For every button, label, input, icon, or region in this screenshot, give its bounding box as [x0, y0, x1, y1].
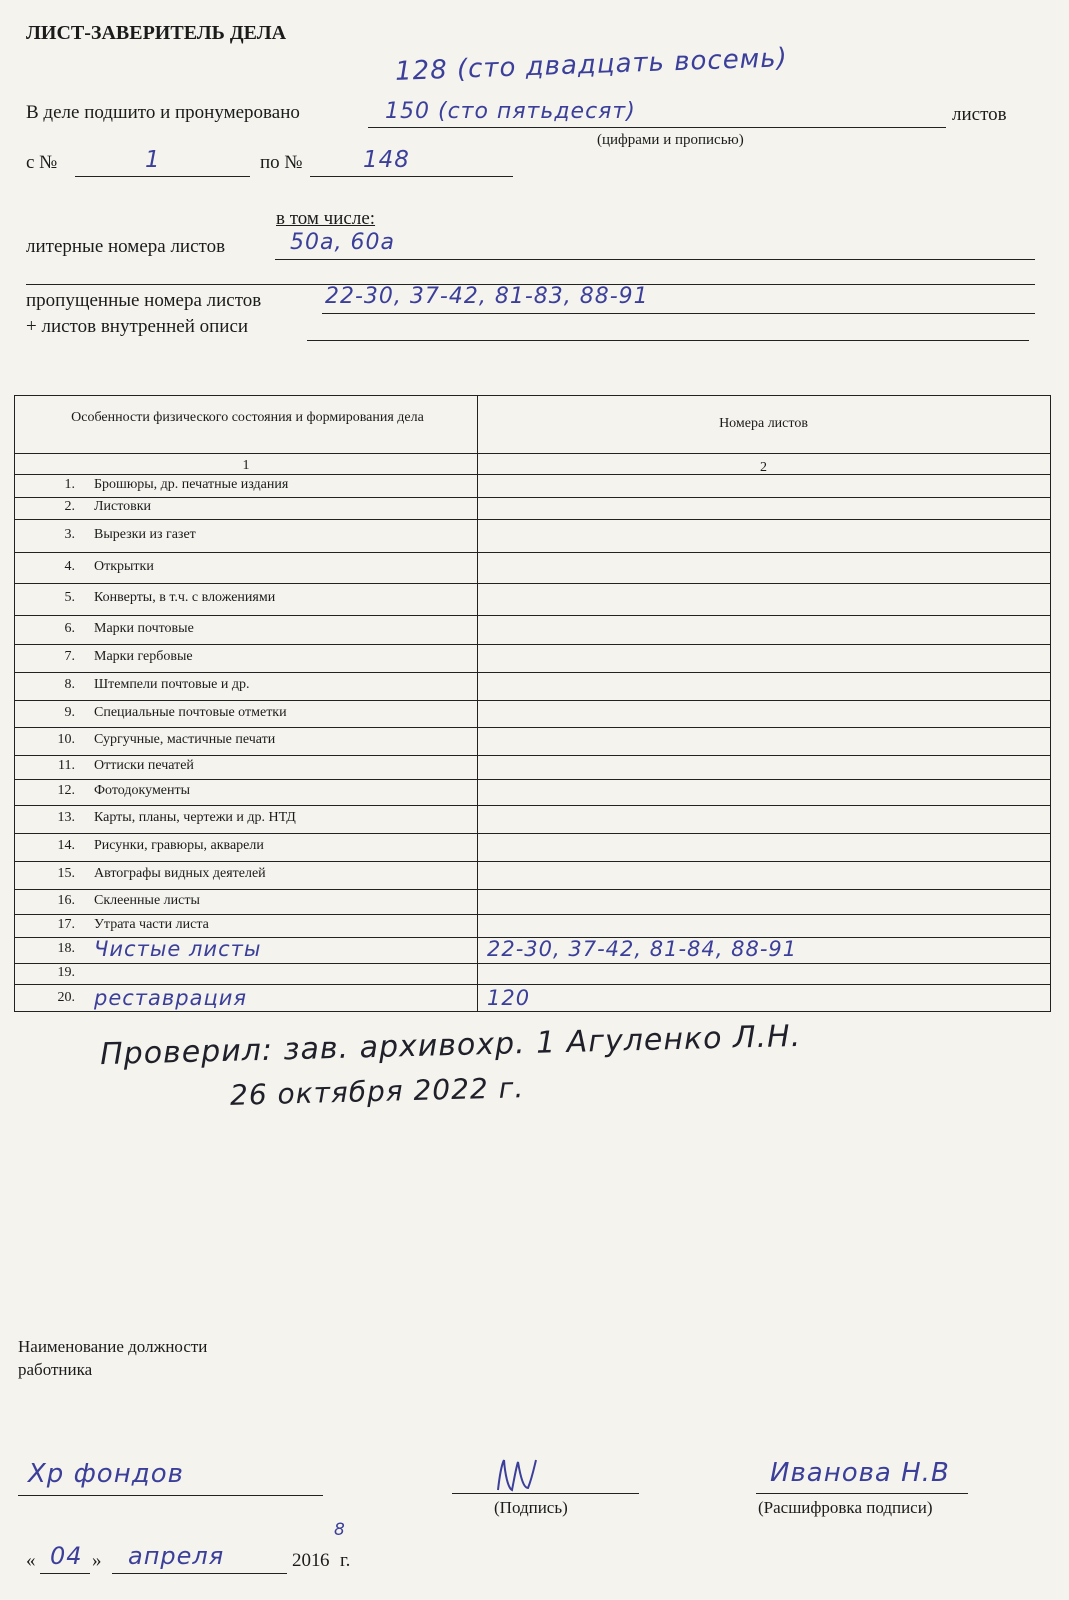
- sheets-word: листов: [952, 104, 1007, 125]
- table-row-value: 22-30, 37-42, 81-84, 88-91: [487, 937, 798, 961]
- table-row-number: 4.: [64, 558, 75, 574]
- table-row-label: Рисунки, гравюры, акварели: [94, 838, 264, 853]
- table-row-label: Открытки: [94, 558, 154, 574]
- table-row-label: Карты, планы, чертежи и др. НТД: [94, 810, 296, 825]
- signature-underline: [452, 1493, 639, 1494]
- table-row-number: 1.: [64, 476, 75, 492]
- position-underline: [18, 1495, 323, 1496]
- signature-decoding-underline: [756, 1493, 968, 1494]
- table-row-number: 13.: [57, 810, 75, 825]
- date-day: 04: [50, 1542, 83, 1570]
- table-row-label: Листовки: [94, 499, 152, 514]
- table-row-divider: [15, 963, 1050, 964]
- table-row-number: 2.: [64, 499, 75, 514]
- document-title: ЛИСТ-ЗАВЕРИТЕЛЬ ДЕЛА: [26, 22, 287, 44]
- date-month: апреля: [128, 1542, 225, 1570]
- signature-mark: [490, 1452, 550, 1497]
- missing-numbers-underline: [322, 313, 1035, 314]
- table-row-label: Сургучные, мастичные печати: [94, 732, 276, 747]
- table-row-value: 120: [487, 985, 531, 1010]
- table-row-label: Штемпели почтовые и др.: [94, 677, 250, 692]
- verification-note-line1: Проверил: зав. архивохр. 1 Агуленко Л.Н.: [99, 1018, 802, 1073]
- table-row-label: Брошюры, др. печатные издания: [94, 476, 289, 492]
- from-number-label: с №: [26, 152, 58, 173]
- position-title-label-line1: Наименование должности: [18, 1337, 208, 1356]
- verification-note-line2: 26 октября 2022 г.: [229, 1071, 525, 1112]
- date-month-underline: [112, 1573, 287, 1574]
- internal-inventory-underline: [307, 340, 1029, 341]
- table-col2-index: 2: [760, 460, 767, 475]
- date-year-suffix: г.: [340, 1550, 351, 1571]
- litera-numbers-label: литерные номера листов: [26, 236, 226, 257]
- to-number-value: 148: [363, 147, 410, 173]
- missing-numbers-value: 22-30, 37-42, 81-83, 88-91: [325, 284, 649, 309]
- table-row-number: 15.: [57, 866, 75, 881]
- date-year-prefix: 201: [292, 1550, 321, 1571]
- digits-and-words-hint: (цифрами и прописью): [597, 132, 744, 148]
- to-number-label: по №: [260, 152, 303, 173]
- table-row-number: 12.: [57, 783, 75, 798]
- table-row-divider: [15, 805, 1050, 806]
- table-column-divider: [477, 396, 478, 1011]
- table-row-label: реставрация: [94, 985, 248, 1010]
- table-row-divider: [15, 861, 1050, 862]
- internal-inventory-label: + листов внутренней описи: [26, 316, 249, 337]
- table-row-number: 5.: [64, 590, 75, 605]
- table-row-label: Склеенные листы: [94, 892, 200, 908]
- table-row-divider: [15, 497, 1050, 498]
- table-row-label: Марки почтовые: [94, 620, 194, 636]
- table-col1-header: Особенности физического состояния и формирования дела: [71, 410, 424, 425]
- signature-decoding-value: Иванова Н.В: [770, 1458, 950, 1488]
- table-row-label: Чистые листы: [94, 937, 262, 961]
- table-row-number: 3.: [64, 526, 75, 542]
- signature-decoding-caption: (Расшифровка подписи): [758, 1498, 933, 1517]
- table-col2-header: Номера листов: [719, 416, 808, 431]
- physical-condition-table: [14, 395, 1051, 1012]
- table-row-label: Утрата части листа: [94, 916, 209, 932]
- table-row-number: 11.: [58, 758, 75, 773]
- table-row-divider: [15, 914, 1050, 915]
- position-title-label-line2: работника: [18, 1360, 93, 1379]
- to-number-underline: [310, 176, 513, 177]
- table-row-divider: [15, 552, 1050, 553]
- table-col1-index: 1: [242, 458, 250, 473]
- table-row-number: 10.: [57, 732, 75, 747]
- stitched-count-label: В деле подшито и пронумеровано: [26, 102, 300, 123]
- table-row-number: 17.: [57, 916, 75, 932]
- table-row-number: 20.: [57, 989, 75, 1005]
- from-number-underline: [75, 176, 250, 177]
- date-open-quote: «: [26, 1550, 36, 1571]
- table-row-divider: [15, 700, 1050, 701]
- table-row-divider: [15, 519, 1050, 520]
- table-row-number: 7.: [64, 649, 75, 664]
- table-row-label: Автографы видных деятелей: [94, 866, 266, 881]
- including-label: в том числе:: [276, 208, 376, 229]
- table-row-number: 16.: [57, 892, 75, 908]
- table-row-number: 18.: [57, 941, 75, 956]
- from-number-value: 1: [145, 147, 161, 173]
- table-row-label: Марки гербовые: [94, 649, 193, 664]
- litera-numbers-underline: [275, 259, 1035, 260]
- table-row-number: 8.: [64, 677, 75, 692]
- date-close-quote: »: [92, 1550, 102, 1571]
- table-row-divider: [15, 779, 1050, 780]
- table-row-label: Фотодокументы: [94, 783, 191, 798]
- litera-numbers-value: 50а, 60а: [290, 230, 395, 255]
- table-row-number: 19.: [57, 964, 75, 980]
- date-day-underline: [40, 1573, 90, 1574]
- table-row-number: 9.: [64, 704, 75, 720]
- table-row-label: Оттиски печатей: [94, 758, 194, 773]
- table-row-divider: [15, 833, 1050, 834]
- handwritten-count-original: 150 (сто пятьдесят): [385, 99, 636, 124]
- table-row-number: 14.: [57, 838, 75, 853]
- stitched-count-underline: [368, 127, 946, 128]
- position-value: Хр фондов: [28, 1459, 184, 1489]
- handwritten-count-corrected: 128 (сто двадцать восемь): [394, 43, 789, 87]
- table-row-divider: [15, 615, 1050, 616]
- table-row-divider: [15, 889, 1050, 890]
- date-year-hand-digit: 8: [334, 1520, 346, 1540]
- table-row-number: 6.: [64, 620, 75, 636]
- table-row-divider: [15, 755, 1050, 756]
- table-row-divider: [15, 727, 1050, 728]
- table-row-label: Вырезки из газет: [94, 526, 196, 542]
- table-row-divider: [15, 672, 1050, 673]
- table-row-label: Конверты, в т.ч. с вложениями: [94, 590, 276, 605]
- table-row-divider: [15, 644, 1050, 645]
- table-row-label: Специальные почтовые отметки: [94, 704, 287, 720]
- table-row-divider: [15, 583, 1050, 584]
- date-year-printed-digit: 6: [320, 1550, 330, 1571]
- missing-numbers-label: пропущенные номера листов: [26, 290, 262, 311]
- signature-caption: (Подпись): [494, 1498, 568, 1517]
